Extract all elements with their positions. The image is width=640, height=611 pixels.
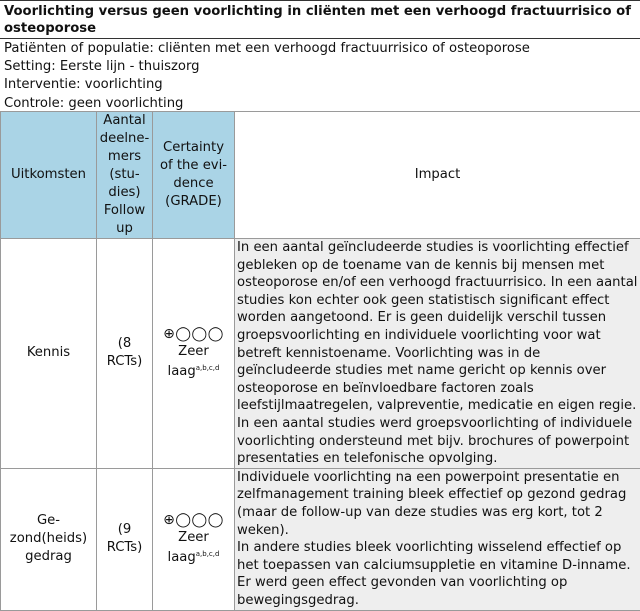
outcome-text: Ge- zond(heids) gedrag <box>1 512 96 566</box>
header-certainty-text: Certainty of the evi- dence (GRADE) <box>153 139 234 211</box>
participants-cell <box>97 468 153 610</box>
population-line: Patiënten of populatie: cliënten met een verhoogd fractuurrisico of osteoporose <box>4 40 636 58</box>
table-row <box>1 239 640 469</box>
outcome-cell <box>1 468 97 610</box>
evidence-table <box>0 111 640 611</box>
outcome-cell: Kennis <box>1 239 97 469</box>
header-outcomes: Uitkomsten <box>1 112 97 239</box>
certainty-cell <box>153 468 235 610</box>
header-certainty <box>153 112 235 239</box>
impact-paragraph: In andere studies bleek voorlichting wisselend effectief op het toepassen van calciumsuppletie en vitamine D-inname. Er werd geen effect gevonden van voorlichting op bewegingsgedrag. <box>237 539 638 609</box>
impact-cell: In een aantal geïncludeerde studies is voorlichting effectief gebleken op de toename van de kennis bij mensen met osteoporose en/of een verhoogd fractuurrisico. In een aantal studies kon echter ook geen statistisch significant effect worden aangetoond. Er is geen duidelijk verschil tussen groepsvoorlichting en individuele voorlichting voor wat betreft kennistoename. Voorlichting was in de geïncludeerde studies met name gericht op kennis over osteoporose en beïnvloedbare factoren zoals leefstijlmaatregelen, valpreventie, medicatie en eigen regie. In een aantal studies werd groepsvoorlichting of individuele voorlichting ondersteund met bijv. brochures of powerpoint presentaties en telefonische opvolging. <box>235 239 640 469</box>
certainty-cell <box>153 239 235 469</box>
impact-cell <box>235 468 640 610</box>
table-row <box>1 468 640 610</box>
grade-symbols-icon: ⊕◯◯◯ <box>153 325 234 343</box>
header-impact: Impact <box>235 112 640 239</box>
participants-cell <box>97 239 153 469</box>
page-title: Voorlichting versus geen voorlichting in cliënten met een verhoogd fractuurrisico of osteoporose <box>4 3 636 37</box>
grade-label: Zeer laag$^{a,b,c,d}$ <box>168 343 220 380</box>
title-rule <box>0 38 640 39</box>
pico-block <box>4 40 636 113</box>
control-line: Controle: geen voorlichting <box>4 95 636 113</box>
intervention-line: Interventie: voorlichting <box>4 76 636 94</box>
grade-footnotes: a,b,c,d <box>196 364 220 372</box>
top-rule <box>0 0 640 1</box>
header-participants <box>97 112 153 239</box>
table-header-row <box>1 112 640 239</box>
grade-footnotes: a,b,c,d <box>196 550 220 558</box>
grade-symbols-icon: ⊕◯◯◯ <box>153 511 234 529</box>
grade-label: Zeer laag$^{a,b,c,d}$ <box>168 529 220 566</box>
participants-text: (9 RCTs) <box>97 521 152 557</box>
participants-text: (8 RCTs) <box>97 335 152 371</box>
header-participants-text: Aantal deelne- mers (stu- dies) Follow up <box>98 112 151 238</box>
impact-paragraph: Individuele voorlichting na een powerpoint presentatie en zelfmanagement training bleek effectief op gezond gedrag (maar de follow-up van deze studies was erg kort, tot 2 weken). <box>237 469 638 539</box>
setting-line: Setting: Eerste lijn - thuiszorg <box>4 58 636 76</box>
